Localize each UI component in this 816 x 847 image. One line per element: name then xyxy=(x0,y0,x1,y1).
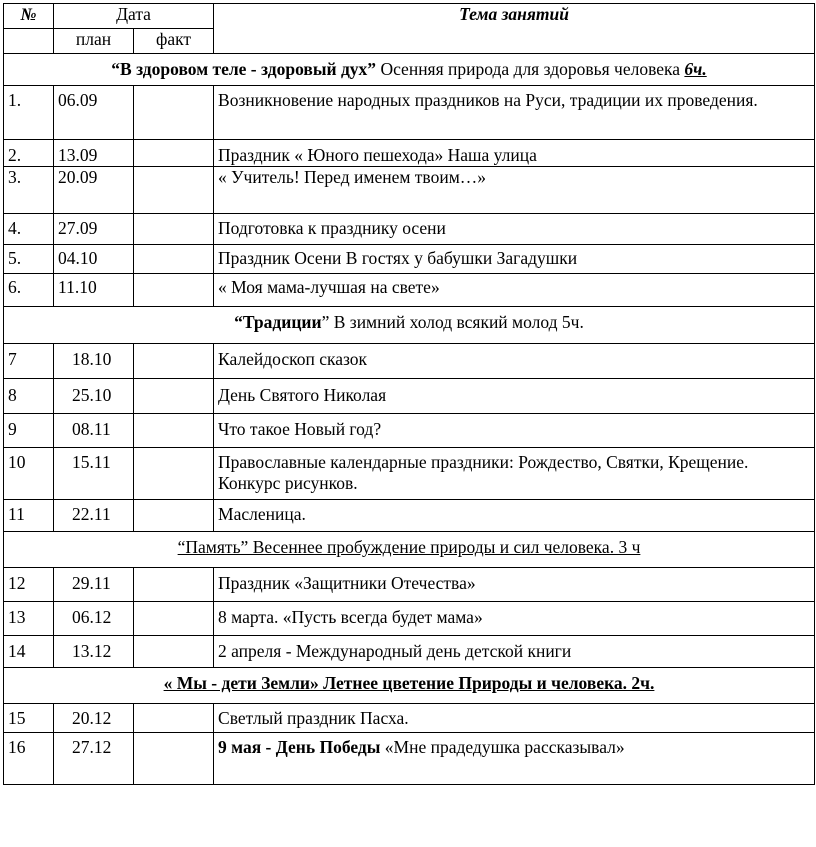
row-fact-date xyxy=(134,274,214,307)
row-plan-date: 27.09 xyxy=(54,214,134,245)
row-num: 16 xyxy=(4,733,54,785)
row-fact-date xyxy=(134,448,214,500)
section-title xyxy=(4,532,815,568)
row-num: 6. xyxy=(4,274,54,307)
row-plan-date: 06.12 xyxy=(54,602,134,636)
table-row xyxy=(4,414,815,448)
row-fact-date xyxy=(134,86,214,140)
table-row xyxy=(4,379,815,414)
table-row xyxy=(4,448,815,500)
row-plan-date: 08.11 xyxy=(54,414,134,448)
row-fact-date xyxy=(134,636,214,668)
row-num: 7 xyxy=(4,344,54,379)
row-topic-bold: 9 мая - День Победы xyxy=(218,737,381,757)
row-fact-date xyxy=(134,214,214,245)
table-row xyxy=(4,733,815,785)
section-title xyxy=(4,668,815,704)
row-num: 1. xyxy=(4,86,54,140)
row-topic: 2 апреля - Международный день детской книги xyxy=(214,636,815,668)
row-fact-date xyxy=(134,568,214,602)
row-topic: Что такое Новый год? xyxy=(214,414,815,448)
row-topic: Праздник Осени В гостях у бабушки Загадушки xyxy=(214,245,815,274)
section-title-bold: “В здоровом теле - здоровый дух” xyxy=(111,59,377,79)
table-row xyxy=(4,568,815,602)
row-topic: Возникновение народных праздников на Руси, традиции их проведения. xyxy=(214,86,815,140)
row-fact-date xyxy=(134,167,214,214)
row-num: 3. xyxy=(4,167,54,214)
row-plan-date: 18.10 xyxy=(54,344,134,379)
row-topic xyxy=(214,733,815,785)
row-topic: « Моя мама-лучшая на свете» xyxy=(214,274,815,307)
section-title-row xyxy=(4,532,815,568)
header-topic: Тема занятий xyxy=(214,4,815,54)
table-row xyxy=(4,245,815,274)
row-plan-date: 29.11 xyxy=(54,568,134,602)
row-topic: 8 марта. «Пусть всегда будет мама» xyxy=(214,602,815,636)
row-fact-date xyxy=(134,140,214,167)
row-num: 2. xyxy=(4,140,54,167)
row-plan-date: 04.10 xyxy=(54,245,134,274)
lesson-plan-table xyxy=(3,3,815,785)
table-row xyxy=(4,86,815,140)
row-plan-date: 13.12 xyxy=(54,636,134,668)
table-row xyxy=(4,140,815,167)
row-topic: Масленица. xyxy=(214,500,815,532)
section-title-text: « Мы - дети Земли» Летнее цветение Природы и человека. 2ч. xyxy=(163,673,655,693)
row-plan-date: 15.11 xyxy=(54,448,134,500)
row-plan-date: 11.10 xyxy=(54,274,134,307)
header-num-empty xyxy=(4,29,54,54)
row-num: 14 xyxy=(4,636,54,668)
row-fact-date xyxy=(134,733,214,785)
row-fact-date xyxy=(134,245,214,274)
table-row xyxy=(4,274,815,307)
row-plan-date: 06.09 xyxy=(54,86,134,140)
row-topic: Подготовка к празднику осени xyxy=(214,214,815,245)
row-fact-date xyxy=(134,344,214,379)
row-fact-date xyxy=(134,602,214,636)
row-plan-date: 20.12 xyxy=(54,704,134,733)
row-topic: Праздник «Защитники Отечества» xyxy=(214,568,815,602)
row-topic: Светлый праздник Пасха. xyxy=(214,704,815,733)
section-title-bold: “Традиции xyxy=(234,312,322,332)
table-row xyxy=(4,214,815,245)
row-fact-date xyxy=(134,704,214,733)
row-num: 12 xyxy=(4,568,54,602)
row-fact-date xyxy=(134,379,214,414)
row-plan-date: 20.09 xyxy=(54,167,134,214)
row-num: 4. xyxy=(4,214,54,245)
table-row xyxy=(4,344,815,379)
row-topic: « Учитель! Перед именем твоим…» xyxy=(214,167,815,214)
section-title-row xyxy=(4,54,815,86)
row-topic: Праздник « Юного пешехода» Наша улица xyxy=(214,140,815,167)
row-num: 13 xyxy=(4,602,54,636)
row-plan-date: 25.10 xyxy=(54,379,134,414)
table-row xyxy=(4,602,815,636)
row-num: 8 xyxy=(4,379,54,414)
row-num: 5. xyxy=(4,245,54,274)
table-row xyxy=(4,500,815,532)
row-num: 11 xyxy=(4,500,54,532)
section-title-text: “Память” Весеннее пробуждение природы и сил человека. 3 ч xyxy=(177,537,641,557)
row-num: 15 xyxy=(4,704,54,733)
row-topic: День Святого Николая xyxy=(214,379,815,414)
section-title xyxy=(4,307,815,344)
row-topic-rest: «Мне прадедушка рассказывал» xyxy=(380,737,625,757)
row-fact-date xyxy=(134,414,214,448)
row-topic: Православные календарные праздники: Рождество, Святки, Крещение. Конкурс рисунков. xyxy=(214,448,815,500)
section-title-row xyxy=(4,668,815,704)
row-fact-date xyxy=(134,500,214,532)
section-title xyxy=(4,54,815,86)
section-title-row xyxy=(4,307,815,344)
section-title-rest: Осенняя природа для здоровья человека xyxy=(376,59,685,79)
table-row xyxy=(4,167,815,214)
row-topic: Калейдоскоп сказок xyxy=(214,344,815,379)
row-plan-date: 13.09 xyxy=(54,140,134,167)
row-plan-date: 27.12 xyxy=(54,733,134,785)
header-date: Дата xyxy=(54,4,214,29)
row-plan-date: 22.11 xyxy=(54,500,134,532)
header-fact: факт xyxy=(134,29,214,54)
section-title-tail: 6ч. xyxy=(684,59,707,79)
table-row xyxy=(4,636,815,668)
table-row xyxy=(4,704,815,733)
header-row xyxy=(4,4,815,29)
row-num: 9 xyxy=(4,414,54,448)
row-num: 10 xyxy=(4,448,54,500)
header-num: № xyxy=(4,4,54,29)
section-title-rest: ” В зимний холод всякий молод 5ч. xyxy=(321,312,584,332)
header-plan: план xyxy=(54,29,134,54)
